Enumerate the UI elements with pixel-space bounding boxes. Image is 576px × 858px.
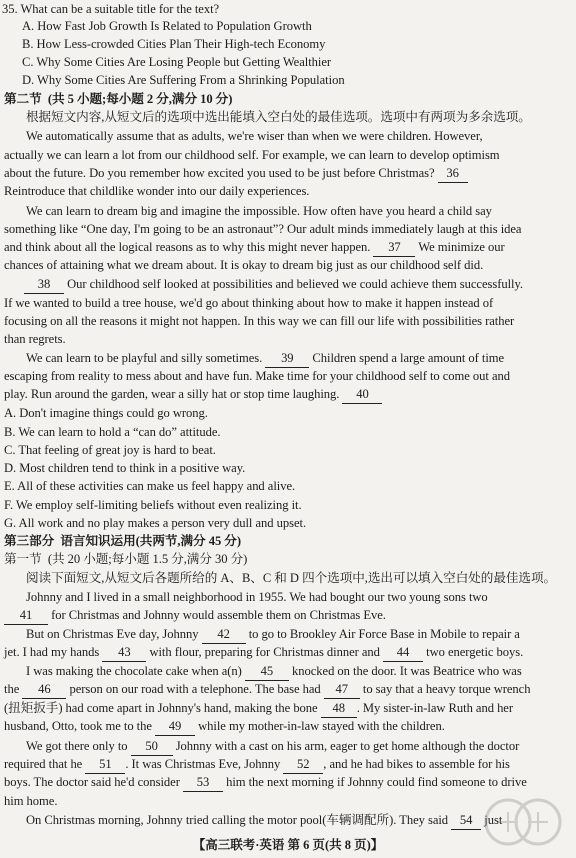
story-text: for Christmas and Johnny would assemble them on Christmas Eve. <box>48 608 386 622</box>
passage-line: chances of attaining what we dream about. It is okay to dream big just as our childhood self did. <box>4 258 484 272</box>
part-3-heading: 第三部分 语言知识运用(共两节,满分 45 分) <box>4 534 241 548</box>
story-line <box>4 606 576 624</box>
watermark-logo-icon <box>478 792 568 852</box>
story-line <box>4 680 576 698</box>
blank-42[interactable]: 42 <box>202 625 246 644</box>
section-2-instruction: 根据短文内容,从短文后的选项中选出能填入空白处的最佳选项。选项中有两项为多余选项。 <box>26 110 531 124</box>
part-3-subheading: 第一节 (共 20 小题;每小题 1.5 分,满分 30 分) <box>4 552 248 566</box>
passage-line <box>4 164 576 182</box>
story-text: , and he had bikes to assemble for his <box>323 757 510 771</box>
story-text: . It was Christmas Eve, Johnny <box>125 757 284 771</box>
blank-54[interactable]: 54 <box>451 811 481 830</box>
story-text: On Christmas morning, Johnny tried calling the motor pool(车辆调配所). They said <box>26 813 452 827</box>
passage-line <box>4 238 576 256</box>
passage-text: play. Run around the garden, wear a silly hat or stop time laughing. <box>4 387 343 401</box>
page-footer: 【高三联考·英语 第 6 页(共 8 页)】 <box>192 838 384 852</box>
passage-line: Reintroduce that childlike wonder into our daily experiences. <box>4 184 310 198</box>
story-text: boys. The doctor said he'd consider <box>4 775 183 789</box>
passage-line: something like “One day, I'm going to be an astronaut”? Our adult minds immediately laugh at this idea <box>4 222 522 236</box>
blank-53[interactable]: 53 <box>183 773 223 792</box>
passage-line <box>4 275 576 293</box>
story-text: to say that a heavy torque wrench <box>359 682 531 696</box>
story-text: to go to Brookley Air Force Base in Mobile to repair a <box>245 627 520 641</box>
story-text: (扭矩扳手) had come apart in Johnny's hand, making the bone <box>4 701 321 715</box>
story-text: jet. I had my hands <box>4 645 103 659</box>
story-text: . My sister-in-law Ruth and her <box>356 701 513 715</box>
passage-text: We minimize our <box>415 240 505 254</box>
blank-50[interactable]: 50 <box>131 737 173 756</box>
story-line <box>4 773 576 791</box>
passage-line <box>26 349 576 367</box>
blank-45[interactable]: 45 <box>245 662 289 681</box>
blank-40[interactable]: 40 <box>342 385 382 404</box>
q35-option-d: D. Why Some Cities Are Suffering From a Shrinking Population <box>22 73 345 87</box>
blank-48[interactable]: 48 <box>321 699 357 718</box>
passage-line <box>4 385 576 403</box>
story-text: with flour, preparing for Christmas dinner and <box>146 645 384 659</box>
passage-text: Children spend a large amount of time <box>309 351 505 365</box>
blank-47[interactable]: 47 <box>324 680 360 699</box>
passage-line: focusing on all the reasons it might not happen. In this way we can fill our life with possibilities rather <box>4 314 515 328</box>
blank-52[interactable]: 52 <box>283 755 323 774</box>
story-text: the <box>4 682 23 696</box>
passage-text: and think about all the logical reasons as to why this might never happen. <box>4 240 374 254</box>
passage-line: We automatically assume that as adults, we're wiser than when we were children. However, <box>26 129 483 143</box>
blank-49[interactable]: 49 <box>155 717 195 736</box>
story-line: Johnny and I lived in a small neighborhood in 1955. We had bought our two young sons two <box>26 590 488 604</box>
passage-line: We can learn to dream big and imagine the impossible. How often have you heard a child say <box>26 204 492 218</box>
story-line <box>4 699 576 717</box>
choice-c: C. That feeling of great joy is hard to beat. <box>4 443 216 457</box>
passage-line: If we wanted to build a tree house, we'd go about thinking about how to make it happen instead of <box>4 296 494 310</box>
passage-text: Our childhood self looked at possibilities and believed we could achieve them successfully. <box>64 277 524 291</box>
blank-37[interactable]: 37 <box>373 238 415 257</box>
story-text: But on Christmas Eve day, Johnny <box>26 627 202 641</box>
story-text: while my mother-in-law stayed with the children. <box>195 719 445 733</box>
story-text: him the next morning if Johnny could find someone to drive <box>222 775 527 789</box>
story-line <box>26 625 576 643</box>
story-text: We got there only to <box>26 739 131 753</box>
blank-43[interactable]: 43 <box>102 643 146 662</box>
choice-a: A. Don't imagine things could go wrong. <box>4 406 208 420</box>
passage-line: actually we can learn a lot from our childhood self. For example, we can learn to develop optimism <box>4 148 500 162</box>
passage-text: We can learn to be playful and silly sometimes. <box>26 351 266 365</box>
section-2-heading: 第二节 (共 5 小题;每小题 2 分,满分 10 分) <box>4 92 233 106</box>
blank-38[interactable]: 38 <box>24 275 64 294</box>
choice-e: E. All of these activities can make us feel happy and alive. <box>4 479 296 493</box>
passage-line: than regrets. <box>4 332 66 346</box>
story-line <box>4 755 576 773</box>
story-text: two energetic boys. <box>423 645 524 659</box>
blank-41[interactable]: 41 <box>4 606 48 625</box>
story-text: just <box>481 813 503 827</box>
story-line: him home. <box>4 794 58 808</box>
part-3-instruction: 阅读下面短文,从短文后各题所给的 A、B、C 和 D 四个选项中,选出可以填入空白处的最佳选项。 <box>26 571 557 585</box>
q35-option-a: A. How Fast Job Growth Is Related to Population Growth <box>22 19 312 33</box>
story-text: person on our road with a telephone. The base had <box>66 682 324 696</box>
story-text: Johnny with a cast on his arm, eager to get home although the doctor <box>172 739 520 753</box>
story-text: husband, Otto, took me to the <box>4 719 156 733</box>
story-line <box>4 643 576 661</box>
q35-option-b: B. How Less-crowded Cities Plan Their High-tech Economy <box>22 37 326 51</box>
blank-44[interactable]: 44 <box>383 643 423 662</box>
choice-g: G. All work and no play makes a person very dull and upset. <box>4 516 307 530</box>
passage-text: about the future. Do you remember how excited you used to be just before Christmas? <box>4 166 438 180</box>
choice-b: B. We can learn to hold a “can do” attitude. <box>4 425 221 439</box>
story-line <box>26 737 576 755</box>
story-text: required that he <box>4 757 86 771</box>
choice-f: F. We employ self-limiting beliefs without even realizing it. <box>4 498 302 512</box>
story-text: knocked on the door. It was Beatrice who was <box>288 664 522 678</box>
blank-46[interactable]: 46 <box>22 680 66 699</box>
story-line <box>4 717 576 735</box>
story-text: I was making the chocolate cake when a(n) <box>26 664 245 678</box>
blank-39[interactable]: 39 <box>265 349 309 368</box>
question-35-stem: 35. What can be a suitable title for the text? <box>2 2 220 16</box>
choice-d: D. Most children tend to think in a positive way. <box>4 461 246 475</box>
passage-line: escaping from reality to mess about and have fun. Make time for your childhood self to come out and <box>4 369 511 383</box>
blank-36[interactable]: 36 <box>438 164 468 183</box>
q35-option-c: C. Why Some Cities Are Losing People but Getting Wealthier <box>22 55 332 69</box>
story-line <box>26 662 576 680</box>
blank-51[interactable]: 51 <box>85 755 125 774</box>
